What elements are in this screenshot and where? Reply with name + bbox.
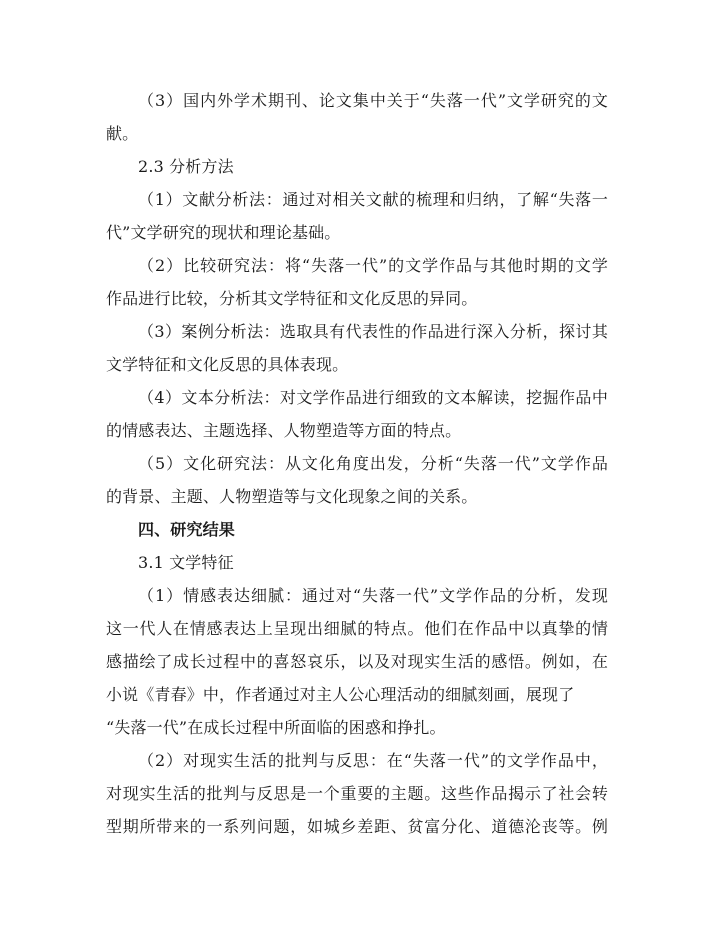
paragraph-line: “失落一代”在成长过程中所面临的困惑和挣扎。	[106, 718, 446, 737]
document-page	[106, 84, 608, 843]
paragraph-line: （3）案例分析法：选取具有代表性的作品进行深入分析，探讨其	[138, 322, 608, 341]
paragraph-line: 这一代人在情感表达上呈现出细腻的特点。他们在作品中以真挚的情	[106, 619, 608, 638]
section-heading: 四、研究结果	[138, 520, 235, 539]
paragraph-line: 感描绘了成长过程中的喜怒哀乐，以及对现实生活的感悟。例如，在	[106, 652, 608, 671]
paragraph-line: 的情感表达、主题选择、人物塑造等方面的特点。	[106, 421, 462, 440]
paragraph-line: （1）情感表达细腻：通过对“失落一代”文学作品的分析，发现	[138, 586, 608, 605]
paragraph-line: 对现实生活的批判与反思是一个重要的主题。这些作品揭示了社会转	[106, 784, 608, 803]
paragraph-line: （4）文本分析法：对文学作品进行细致的文本解读，挖掘作品中	[138, 388, 608, 407]
paragraph-line: （2）对现实生活的批判与反思：在“失落一代”的文学作品中，	[138, 751, 608, 770]
paragraph-line: （2）比较研究法：将“失落一代”的文学作品与其他时期的文学	[138, 256, 608, 275]
paragraph-line: （3）国内外学术期刊、论文集中关于“失落一代”文学研究的文	[138, 91, 608, 110]
paragraph-line: 文学特征和文化反思的具体表现。	[106, 355, 349, 374]
paragraph-line: 小说《青春》中，作者通过对主人公心理活动的细腻刻画，展现了	[106, 685, 575, 704]
paragraph-line: 的背景、主题、人物塑造等与文化现象之间的关系。	[106, 487, 478, 506]
paragraph-line: （5）文化研究法：从文化角度出发，分析“失落一代”文学作品	[138, 454, 608, 473]
paragraph-line: 作品进行比较，分析其文学特征和文化反思的异同。	[106, 289, 478, 308]
paragraph-line: 型期所带来的一系列问题，如城乡差距、贫富分化、道德沦丧等。例	[106, 817, 608, 836]
paragraph-line: （1）文献分析法：通过对相关文献的梳理和归纳，了解“失落一	[138, 190, 608, 209]
paragraph-line: 献。	[106, 124, 139, 143]
paragraph-line: 代”文学研究的现状和理论基础。	[106, 223, 341, 242]
section-subheading: 3.1 文学特征	[138, 553, 234, 572]
section-subheading: 2.3 分析方法	[138, 157, 234, 176]
